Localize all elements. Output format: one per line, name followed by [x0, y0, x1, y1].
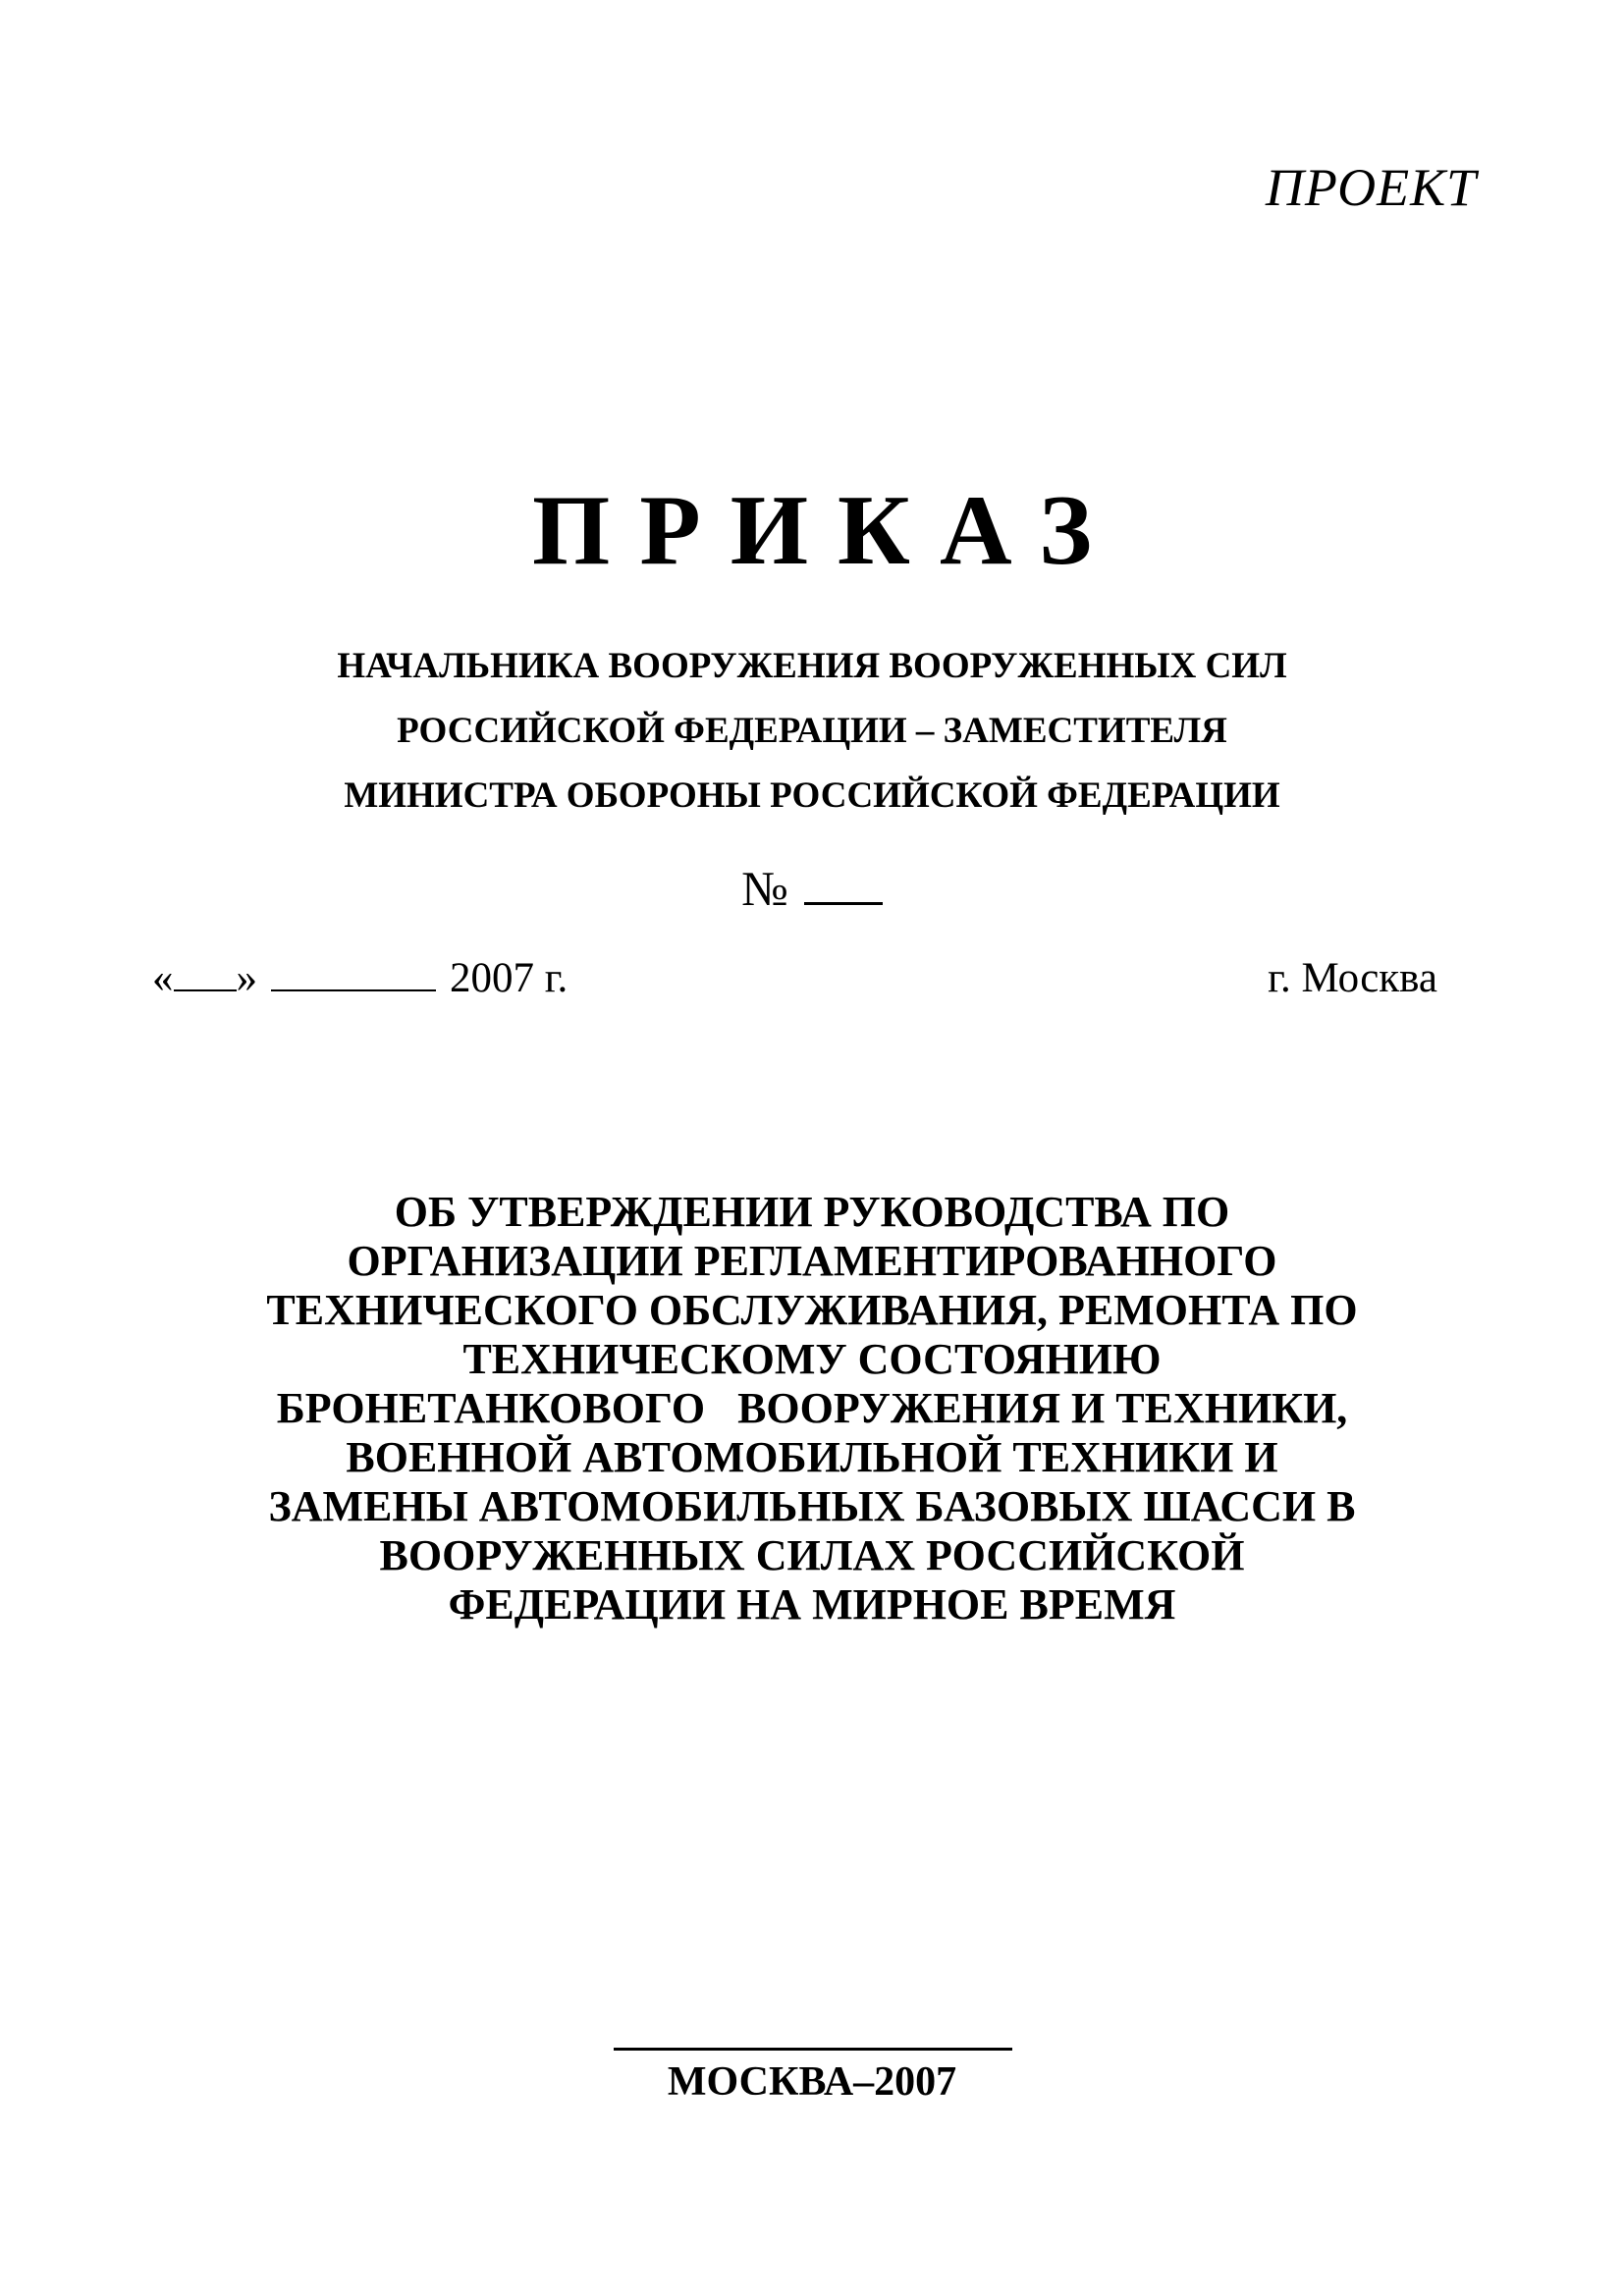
footer-place-year: МОСКВА–2007: [667, 2059, 957, 2105]
city: г. Москва: [1268, 955, 1437, 1001]
subject-line: ТЕХНИЧЕСКОМУ СОСТОЯНИЮ: [462, 1335, 1162, 1383]
number-blank-field: [804, 865, 883, 905]
date-city-row: [152, 954, 1437, 1002]
draft-stamp: ПРОЕКТ: [1265, 158, 1477, 217]
issuer-line: НАЧАЛЬНИКА ВООРУЖЕНИЯ ВООРУЖЕННЫХ СИЛ: [337, 646, 1287, 686]
subject-line: ФЕДЕРАЦИИ НА МИРНОЕ ВРЕМЯ: [448, 1580, 1176, 1629]
subject-line: ВООРУЖЕННЫХ СИЛАХ РОССИЙСКОЙ: [379, 1531, 1245, 1579]
footer-divider: [614, 2048, 1012, 2051]
number-label: №: [741, 861, 788, 916]
order-date: [152, 954, 568, 1002]
day-blank-field: [174, 960, 237, 991]
subject-line: БРОНЕТАНКОВОГО ВООРУЖЕНИЯ И ТЕХНИКИ,: [276, 1384, 1348, 1432]
issuer-line: РОССИЙСКОЙ ФЕДЕРАЦИИ – ЗАМЕСТИТЕЛЯ: [397, 711, 1227, 751]
month-blank-field: [271, 960, 436, 991]
subject-line: ОБ УТВЕРЖДЕНИИ РУКОВОДСТВА ПО: [394, 1188, 1230, 1236]
order-subject: [0, 1188, 1624, 1629]
date-open-quote: «: [152, 955, 174, 1001]
order-number: [0, 861, 1624, 916]
issuer-block: [0, 634, 1624, 828]
subject-line: ТЕХНИЧЕСКОГО ОБСЛУЖИВАНИЯ, РЕМОНТА ПО: [266, 1286, 1358, 1334]
date-year: 2007 г.: [450, 955, 568, 1001]
subject-line: ВОЕННОЙ АВТОМОБИЛЬНОЙ ТЕХНИКИ И: [346, 1433, 1278, 1481]
subject-line: ЗАМЕНЫ АВТОМОБИЛЬНЫХ БАЗОВЫХ ШАССИ В: [268, 1482, 1356, 1530]
date-close-quote: »: [236, 955, 257, 1001]
issuer-line: МИНИСТРА ОБОРОНЫ РОССИЙСКОЙ ФЕДЕРАЦИИ: [344, 775, 1280, 816]
document-title: ПРИКАЗ: [532, 475, 1121, 586]
subject-line: ОРГАНИЗАЦИИ РЕГЛАМЕНТИРОВАННОГО: [347, 1237, 1277, 1285]
